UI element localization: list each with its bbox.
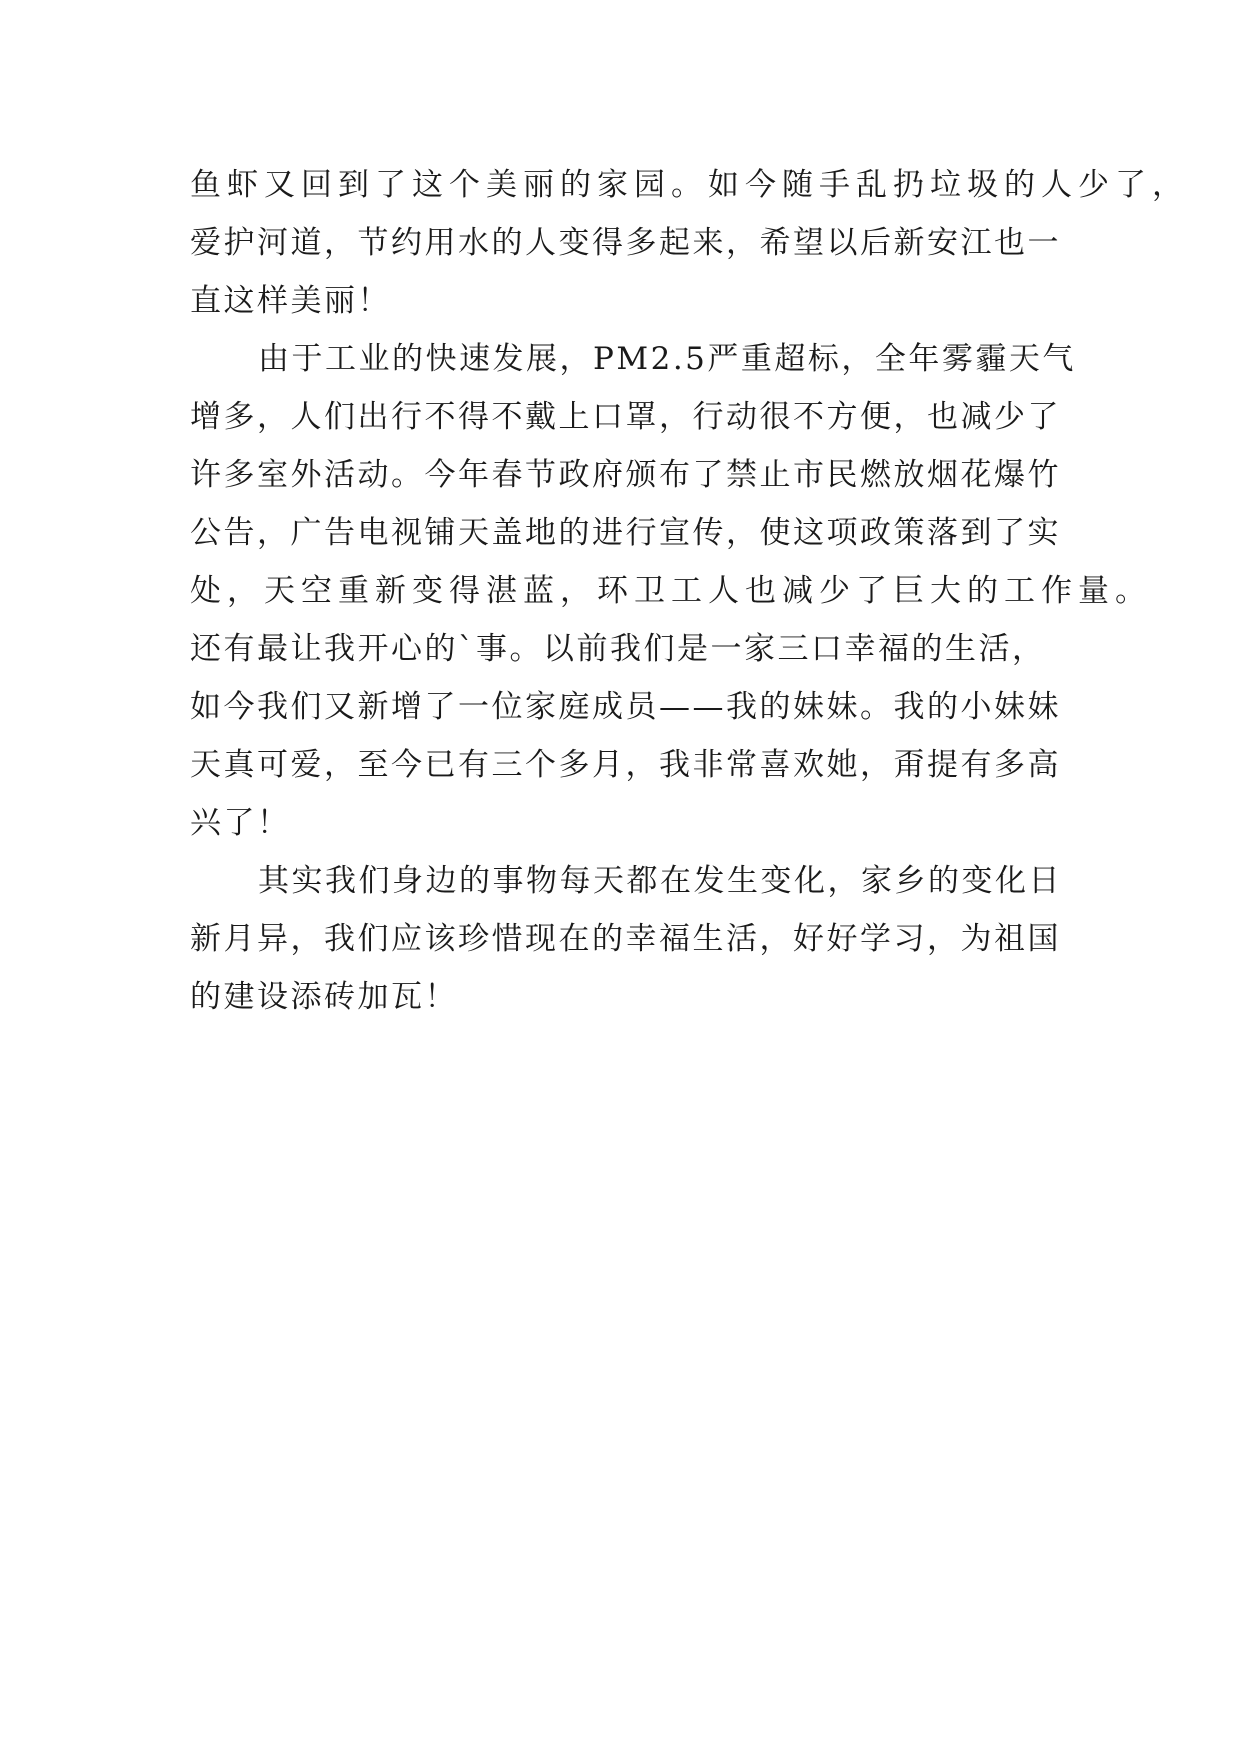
text-line: 鱼虾又回到了这个美丽的家园。如今随手乱扔垃圾的人少了，: [190, 167, 1189, 203]
text-line: 其实我们身边的事物每天都在发生变化，家乡的变化日: [258, 863, 1062, 899]
text-line: 增多，人们出行不得不戴上口罩，行动很不方便，也减少了: [190, 399, 1061, 435]
body-text: [190, 156, 1189, 1026]
text-line: 爱护河道，节约用水的人变得多起来，希望以后新安江也一: [190, 225, 1061, 261]
paragraph-3: [190, 852, 1090, 1026]
text-line: 如今我们又新增了一位家庭成员——我的妹妹。我的小妹妹: [190, 689, 1061, 725]
text-line: 的建设添砖加瓦！: [190, 979, 458, 1015]
text-line: 处，天空重新变得湛蓝，环卫工人也减少了巨大的工作量。: [190, 573, 1152, 609]
text-line: 许多室外活动。今年春节政府颁布了禁止市民燃放烟花爆竹: [190, 457, 1061, 493]
text-line: 新月异，我们应该珍惜现在的幸福生活，好好学习，为祖国: [190, 921, 1061, 957]
text-line: 由于工业的快速发展，PM2.5严重超标，全年雾霾天气: [258, 341, 1076, 377]
text-line: 还有最让我开心的`事。以前我们是一家三口幸福的生活，: [190, 631, 1046, 667]
paragraph-1: [190, 156, 1189, 330]
text-line: 直这样美丽！: [190, 283, 391, 319]
text-line: 兴了！: [190, 805, 291, 841]
text-line: 天真可爱，至今已有三个多月，我非常喜欢她，甭提有多高: [190, 747, 1061, 783]
paragraph-2: [190, 330, 1152, 852]
text-line: 公告，广告电视铺天盖地的进行宣传，使这项政策落到了实: [190, 515, 1061, 551]
